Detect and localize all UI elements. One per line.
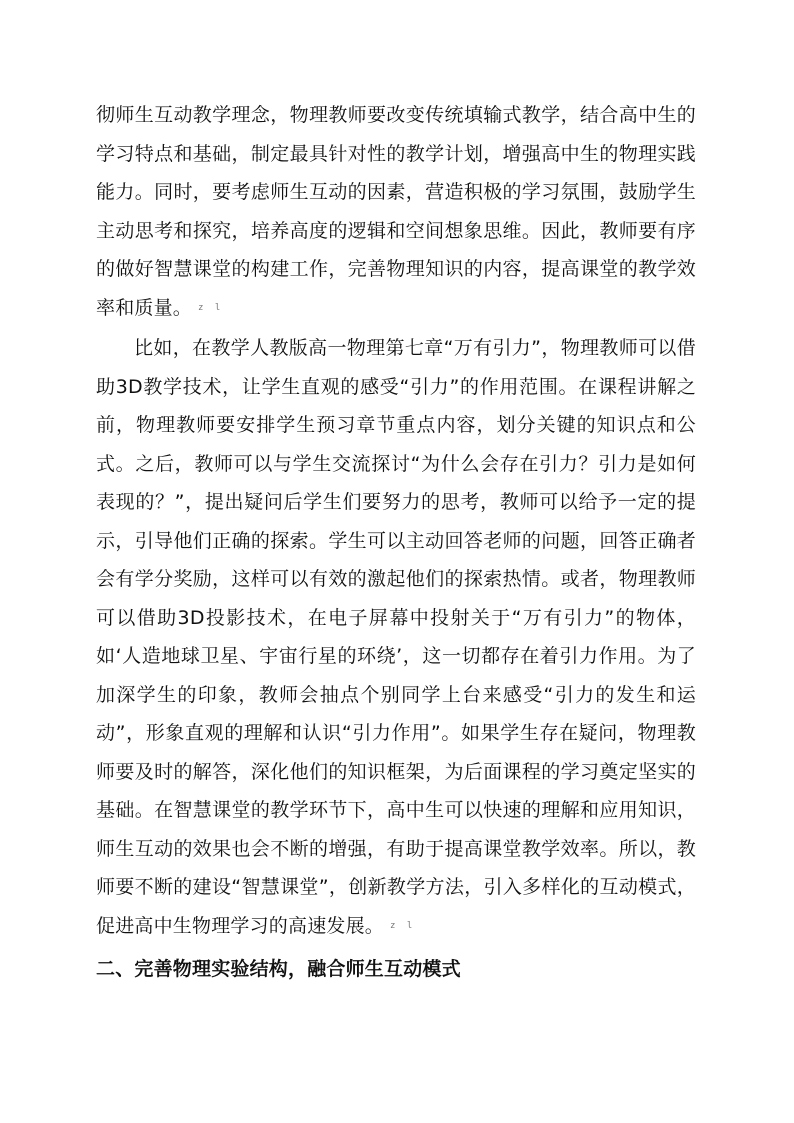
- paragraph-1-mark: z l: [198, 302, 224, 313]
- section-heading: 二、完善物理实验结构，融合师生互动模式: [96, 957, 461, 980]
- paragraph-1: [96, 96, 696, 327]
- document-page: [96, 96, 696, 988]
- paragraph-2: [96, 329, 696, 945]
- paragraph-1-text: 彻师生互动教学理念，物理教师要改变传统填输式教学，结合高中生的学习特点和基础，制定最具针对性的教学计划，增强高中生的物理实践能力。同时，要考虑师生互动的因素，营造积极的学习氛围，鼓励学生主动思考和探究，培养高度的逻辑和空间想象思维。因此，教师要有序的做好智慧课堂的构建工作，完善物理知识的内容，提高课堂的教学效率和质量。: [96, 104, 696, 319]
- paragraph-2-text: 比如，在教学人教版高一物理第七章“万有引力”，物理教师可以借助3D教学技术，让学生直观的感受“引力”的作用范围。在课程讲解之前，物理教师要安排学生预习章节重点内容，划分关键的知识点和公式。之后，教师可以与学生交流探讨“为什么会存在引力？引力是如何表现的？”，提出疑问后学生们要努力的思考，教师可以给予一定的提示，引导他们正确的探索。学生可以主动回答老师的问题，回答正确者会有学分奖励，这样可以有效的激起他们的探索热情。或者，物理教师可以借助3D投影技术，在电子屏幕中投射关于“万有引力”的物体，如‘人造地球卫星、宇宙行星的环绕’，这一切都存在着引力作用。为了加深学生的印象，教师会抽点个别同学上台来感受“引力的发生和运动”，形象直观的理解和认识“引力作用”。如果学生存在疑问，物理教师要及时的解答，深化他们的知识框架，为后面课程的学习奠定坚实的基础。在智慧课堂的教学环节下，高中生可以快速的理解和应用知识，师生互动的效果也会不断的增强，有助于提高课堂教学效率。所以，教师要不断的建设“智慧课堂”，创新教学方法，引入多样化的互动模式，促进高中生物理学习的高速发展。: [96, 337, 696, 937]
- paragraph-2-mark: z l: [390, 921, 416, 931]
